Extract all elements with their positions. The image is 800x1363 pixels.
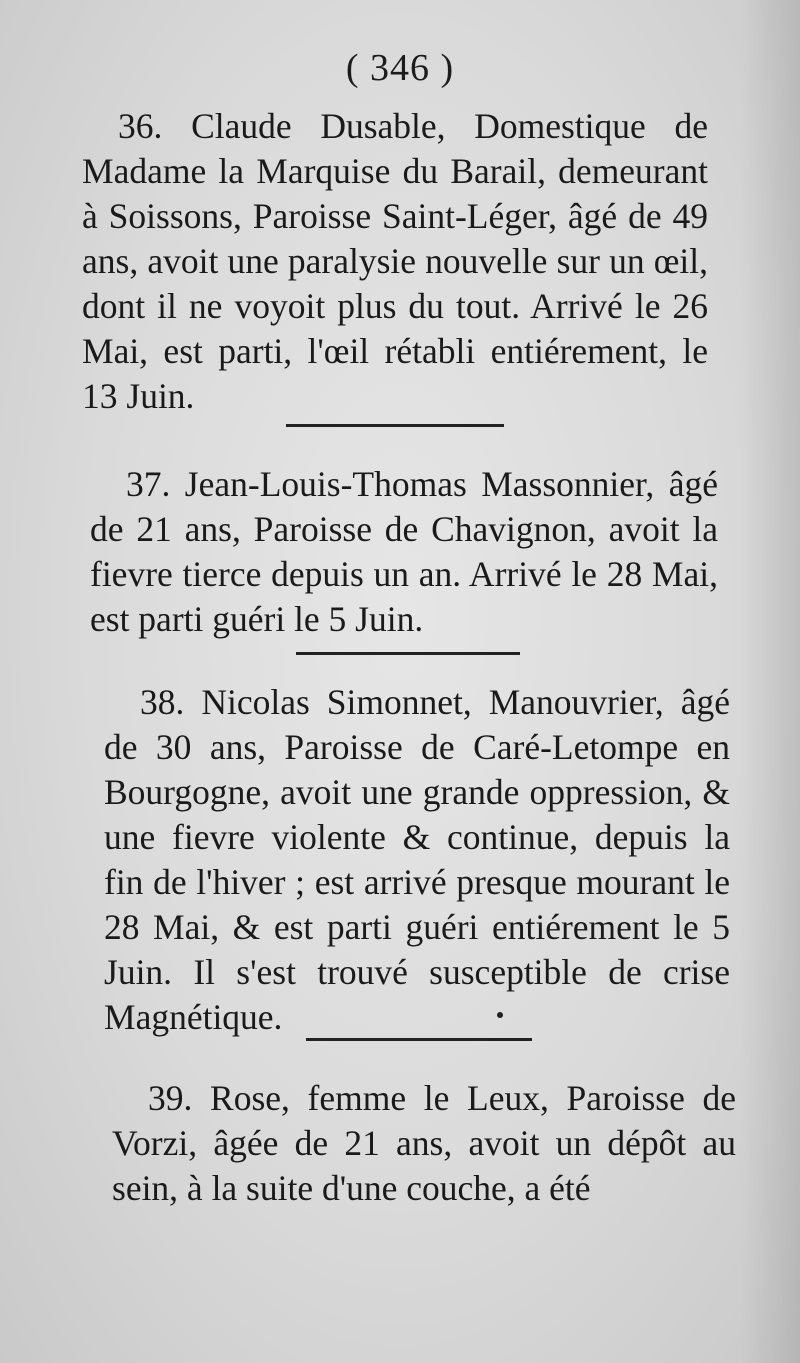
section-divider-1 (286, 424, 504, 427)
page-number: ( 346 ) (345, 47, 455, 89)
entry-36: 36. Claude Dusable, Domestique de Madame la Marquise du Barail, demeurant à Soissons, Paroisse Saint-Léger, âgé de 49 ans, avoit une paralysie nouvelle sur un œil, dont il ne voyoit plus du tout. Arrivé le 26 Mai, est parti, l'œil rétabli entiérement, le 13 Juin. (82, 106, 708, 416)
section-divider-2 (296, 652, 520, 655)
entry-37: 37. Jean-Louis-Thomas Massonnier, âgé de 21 ans, Paroisse de Chavignon, avoit la fievre tierce depuis un an. Arrivé le 28 Mai, est parti guéri le 5 Juin. (90, 464, 718, 639)
entry-39: 39. Rose, femme le Leux, Paroisse de Vorzi, âgée de 21 ans, avoit un dépôt au sein, à la suite d'une couche, a été (112, 1078, 736, 1208)
divider-dot (497, 1012, 503, 1018)
entry-38: 38. Nicolas Simonnet, Manouvrier, âgé de 30 ans, Paroisse de Caré-Letompe en Bourgogne, avoit une grande oppression, & une fievre violente & continue, depuis la fin de l'hiver ; est arrivé presque mourant le 28 Mai, & est parti guéri entiérement le 5 Juin. Il s'est trouvé susceptible de crise Magnétique. (104, 682, 730, 1037)
section-divider-3 (306, 1038, 532, 1041)
